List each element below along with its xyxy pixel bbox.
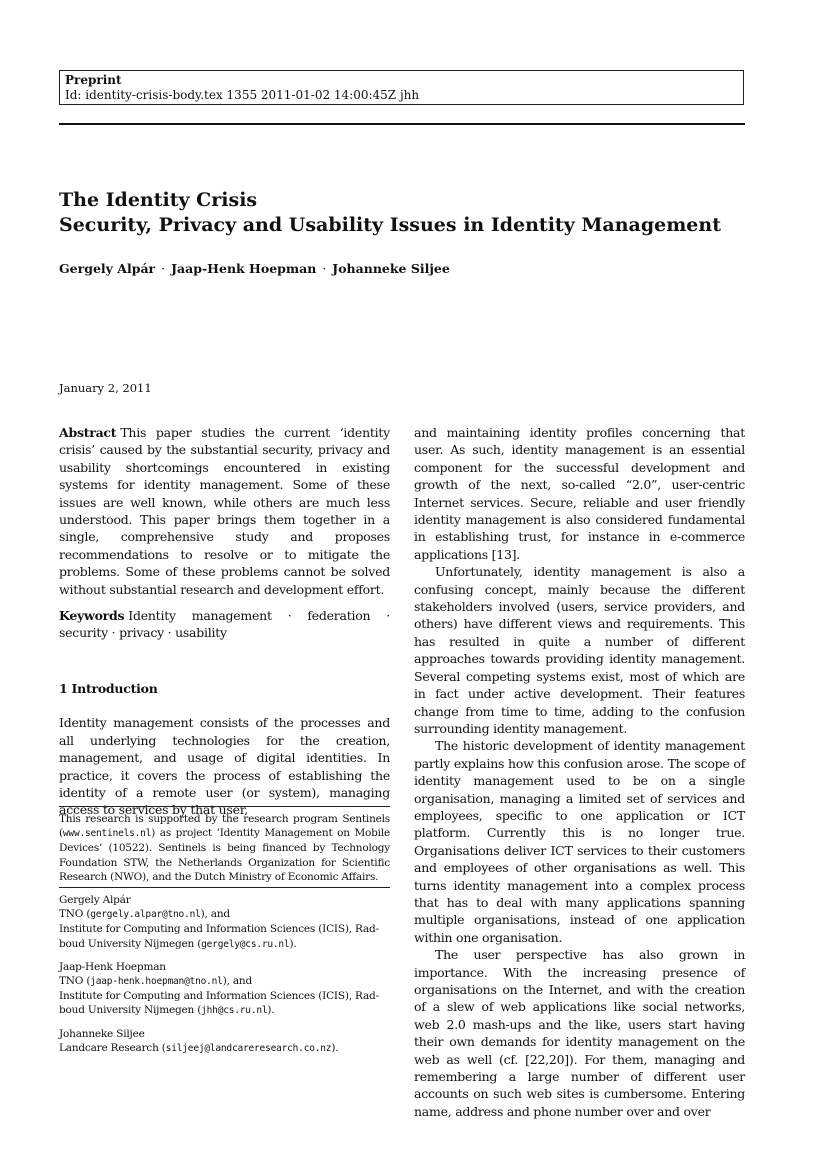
author-name: Johanneke Siljee <box>332 261 450 276</box>
affiliation-name: Jaap-Henk Hoepman <box>59 960 166 973</box>
right-column <box>414 424 745 1120</box>
footnote-text: ) as project ’Identity Management on Mobile Devices’ (10522). Sentinels is being financed by Technology Foundation STW, the Netherlands Organization for Scientific Research (NWO), and the Dutch Ministry of Economic Affairs. <box>59 827 390 883</box>
keywords-label: Keywords <box>59 608 125 624</box>
abstract-text: This paper studies the current ‘identity crisis’ caused by the substantial security, privacy and usability shortcomings encountered in existing systems for identity management. Some of these issues are well known, while others are much less understood. This paper brings them together in a single, comprehensive study and proposes recommendations to resolve or to mitigate the problems. Some of these problems cannot be solved without substantial research and development effort. <box>59 425 390 597</box>
keywords <box>59 607 390 642</box>
funding-footnote <box>59 812 390 884</box>
title-line-2: Security, Privacy and Usability Issues in Identity Management <box>59 214 721 236</box>
author-name: Gergely Alpár <box>59 261 156 276</box>
affiliation-line: TNO (jaap-henk.hoepman@tno.nl), and <box>59 975 253 988</box>
preprint-label: Preprint <box>65 73 122 87</box>
title-line-1: The Identity Crisis <box>59 189 258 211</box>
email-address: gergely.alpar@tno.nl <box>90 909 201 921</box>
abstract-label: Abstract <box>59 425 117 440</box>
preprint-box <box>59 70 744 105</box>
affiliations <box>59 893 390 1064</box>
author-separator: · <box>322 261 327 276</box>
email-address: jhh@cs.ru.nl <box>201 1005 268 1017</box>
affiliation-line: Institute for Computing and Information Sciences (ICIS), Rad- <box>59 923 379 936</box>
affiliation-line: Landcare Research (siljeej@landcareresearch.co.nz). <box>59 1041 339 1054</box>
affiliation-block <box>59 1027 390 1056</box>
footnote-rule <box>59 806 390 807</box>
paper-title <box>59 188 759 238</box>
author-list <box>59 261 450 276</box>
body-paragraph: and maintaining identity profiles concerning that user. As such, identity management is an essential component for the successful development and growth of the next, so-called “2.0”, user-centric Internet services. Secure, reliable and user friendly identity management is also considered fundamental in establishing trust, for instance in e-commerce applications [13]. <box>414 425 745 562</box>
left-column <box>59 424 390 819</box>
affiliation-block <box>59 960 390 1019</box>
email-address: gergely@cs.ru.nl <box>201 938 290 950</box>
affiliation-name: Gergely Alpár <box>59 894 131 906</box>
author-separator: · <box>161 261 166 276</box>
body-paragraph: Identity management consists of the processes and all underlying technologies for the creation, management, and usage of digital identities. In practice, it covers the process of establishing the identity of a remote user (or system), managing access to services by that user, <box>59 715 390 818</box>
author-name: Jaap-Henk Hoepman <box>171 261 317 276</box>
keywords-text: Identity management · federation · security · privacy · usability <box>59 608 390 641</box>
affiliation-line: boud University Nijmegen (gergely@cs.ru.nl). <box>59 937 297 950</box>
body-paragraph: The user perspective has also grown in importance. With the increasing presence of organisations on the Internet, and with the creation of a slew of web applications like social networks, web 2.0 mash-ups and the like, users start having their own demands for identity management on the web as well (cf. [22,20]). For them, managing and remembering a large number of different user accounts on such web sites is cumbersome. Entering name, address and phone number over and over <box>414 947 745 1119</box>
footnote-url: www.sentinels.nl <box>62 828 152 840</box>
document-id-line: Id: identity-crisis-body.tex 1355 2011-01-02 14:00:45Z jhh <box>65 88 420 102</box>
affiliation-block <box>59 893 390 952</box>
footnote-text: This research is supported by the research program Sentinels ( <box>59 813 390 840</box>
paper-date: January 2, 2011 <box>59 381 152 395</box>
abstract <box>59 424 390 598</box>
section-heading: 1 Introduction <box>59 680 158 696</box>
body-paragraph: Unfortunately, identity management is also a confusing concept, mainly because the different stakeholders involved (users, service providers, and others) have different views and requirements. This has resulted in quite a number of different approaches towards providing identity management. Several competing systems exist, most of which are in fact under active development. Their features change from time to time, adding to the confusion surrounding identity management. <box>414 564 745 736</box>
affiliation-rule <box>59 887 390 888</box>
affiliation-line: TNO (gergely.alpar@tno.nl), and <box>59 908 230 921</box>
email-address: siljeej@landcareresearch.co.nz <box>165 1042 332 1054</box>
email-address: jaap-henk.hoepman@tno.nl <box>90 976 223 988</box>
body-paragraph: The historic development of identity management partly explains how this confusion arose. The scope of identity management used to be on a single organisation, managing a limited set of services and employees, specific to one application or ICT platform. Currently this is no longer true. Organisations deliver ICT services to their customers and employees of other organisations as well. This turns identity management into a complex process that has to deal with many applications spanning multiple organisations, instead of one application within one organisation. <box>414 738 745 945</box>
affiliation-line: boud University Nijmegen (jhh@cs.ru.nl). <box>59 1004 275 1017</box>
affiliation-name: Johanneke Siljee <box>59 1027 145 1040</box>
header-rule <box>59 123 745 125</box>
affiliation-line: Institute for Computing and Information Sciences (ICIS), Rad- <box>59 990 379 1003</box>
